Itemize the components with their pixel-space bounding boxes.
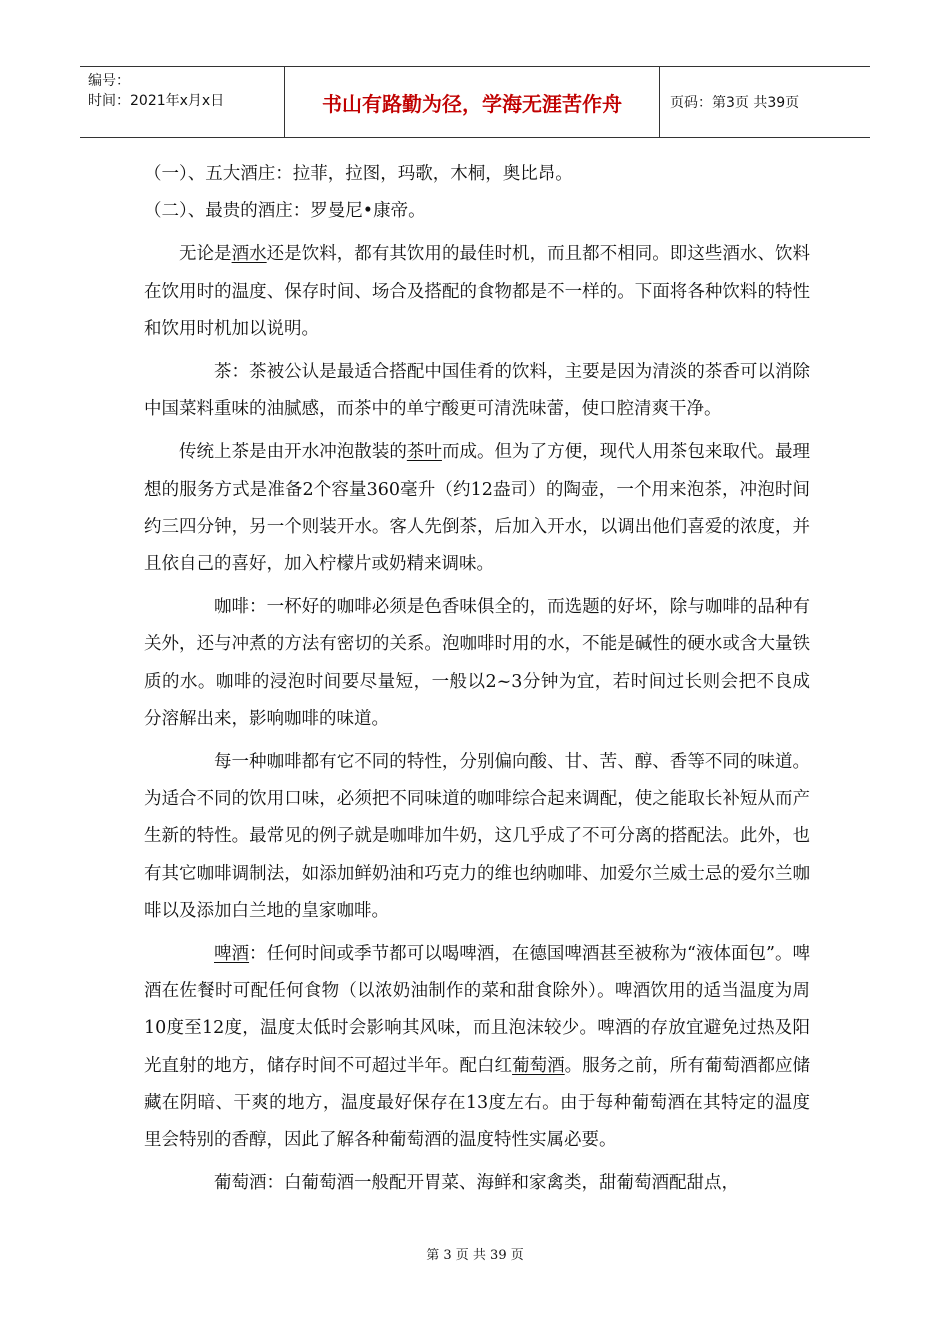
header-motto: 书山有路勤为径，学海无涯苦作舟	[284, 67, 660, 137]
doc-number-label: 编号：	[88, 73, 130, 89]
intro-text-b: 还是饮料，都有其饮用的最佳时机，而且都不相同。即这些酒水、饮料在饮用时的温度、保存时间、场合及搭配的食物都是不一样的。下面将各种饮料的特性和饮用时机加以说明。	[144, 244, 811, 339]
doc-time-label: 时间：2021年x月x日	[88, 93, 225, 109]
paragraph-coffee: 咖啡：一杯好的咖啡必须是色香味俱全的，而选题的好坏，除与咖啡的品种有关外，还与冲煮的方法有密切的关系。泡咖啡时用的水，不能是碱性的硬水或含大量铁质的水。咖啡的浸泡时间要尽量短，一般以2~3分钟为宜，若时间过长则会把不良成分溶解出来，影响咖啡的味道。	[144, 597, 810, 729]
paragraph-beer	[144, 936, 810, 1159]
link-jiushui[interactable]: 酒水	[231, 244, 267, 265]
tea-text-a: 传统上茶是由开水冲泡散装的	[179, 442, 407, 463]
tea-text-b: 而成。但为了方便，现代人用茶包来取代。最理想的服务方式是准备2个容量360毫升（约12盎司）的陶壶，一个用来泡茶，冲泡时间约三四分钟，另一个则装开水。客人先倒茶，后加入开水，以调出他们喜爱的浓度，并且依自己的喜好，加入柠檬片或奶精来调味。	[144, 442, 811, 575]
paragraph-wine: 葡萄酒：白葡萄酒一般配开胃菜、海鲜和家禽类，甜葡萄酒配甜点，	[214, 1173, 739, 1194]
header-page-info: 页码：第3页 共39页	[670, 95, 800, 111]
link-chaye[interactable]: 茶叶	[406, 442, 442, 463]
beer-text-b: 。服务之前，所有葡萄酒都应储藏在阴暗、干爽的地方，温度最好保存在13度左右。由于每种葡萄酒在其特定的温度里会特别的香醇，因此了解各种葡萄酒的温度特性实属必要。	[144, 1055, 811, 1151]
list-item-five-chateaux: （一）、五大酒庄：拉菲，拉图，玛歌，木桐，奥比昂。	[144, 164, 573, 184]
paragraph-tea-service	[144, 434, 810, 583]
link-pijiu[interactable]: 啤酒	[214, 944, 250, 965]
list-item-most-expensive: （二）、最贵的酒庄：罗曼尼•康帝。	[144, 201, 426, 222]
paragraph-tea: 茶：茶被公认是最适合搭配中国佳肴的饮料，主要是因为清淡的茶香可以消除中国菜料重味的油腻感，而茶中的单宁酸更可清洗味蕾，使口腔清爽干净。	[144, 362, 810, 420]
beer-text-a: ：任何时间或季节都可以喝啤酒，在德国啤酒甚至被称为“液体面包”。啤酒在佐餐时可配任何食物（以浓奶油制作的菜和甜食除外）。啤酒饮用的适当温度为周10度至12度，温度太低时会影响其风味，而且泡沫较少。啤酒的存放宜避免过热及阳光直射的地方，储存时间不可超过半年。配白红	[144, 944, 810, 1076]
document-body	[144, 156, 810, 1202]
paragraph-coffee-blend: 每一种咖啡都有它不同的特性，分别偏向酸、甘、苦、醇、香等不同的味道。为适合不同的饮用口味，必须把不同味道的咖啡综合起来调配，使之能取长补短从而产生新的特性。最常见的例子就是咖啡加牛奶，这几乎成了不可分离的搭配法。此外，也有其它咖啡调制法，如添加鲜奶油和巧克力的维也纳咖啡、加爱尔兰威士忌的爱尔兰咖啡以及添加白兰地的皇家咖啡。	[144, 752, 810, 921]
page-header	[80, 66, 870, 138]
link-putaojiu[interactable]: 葡萄酒	[512, 1055, 565, 1076]
intro-text-a: 无论是	[179, 244, 232, 265]
header-meta	[80, 67, 284, 137]
page-footer: 第 3 页 共 39 页	[426, 1248, 524, 1263]
paragraph-intro	[144, 236, 810, 348]
